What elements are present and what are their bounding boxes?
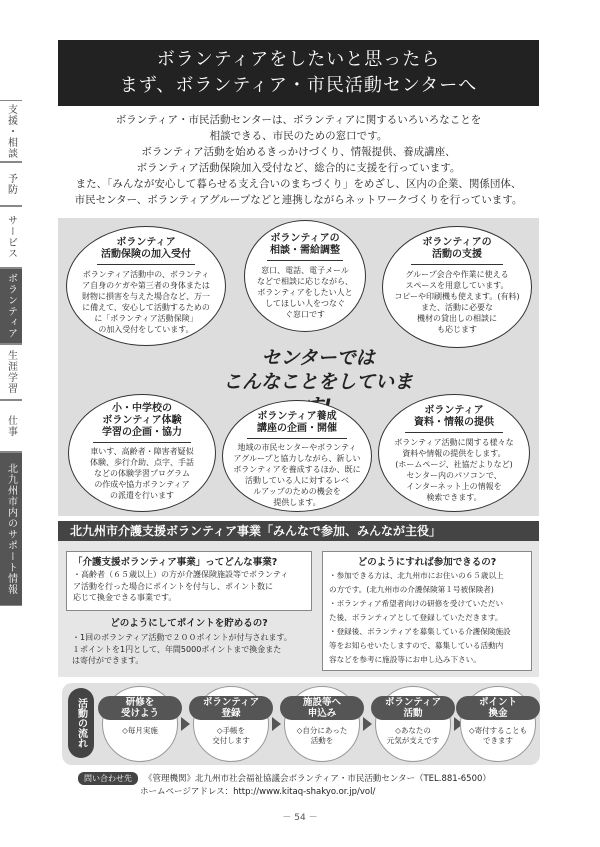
divider bbox=[405, 432, 503, 433]
contact-tag: 問い合わせ先 bbox=[78, 772, 138, 785]
side-tab-lifelong-learning[interactable]: 生涯学習 bbox=[0, 344, 22, 400]
arrow-right-icon bbox=[363, 717, 372, 731]
center-activities-panel bbox=[58, 218, 539, 516]
contact-website[interactable]: ホームページアドレス：http://www.kitaq-shakyo.or.jp/vol/ bbox=[140, 787, 376, 797]
flow-step-label: ボランティア 登録 bbox=[189, 696, 273, 720]
bubble-title: 活動保険の加入受付 bbox=[101, 249, 191, 260]
flow-step-desc: ◇手帳を 交付します bbox=[212, 726, 250, 745]
program-points-question: どのようにしてポイントを貯めるの? bbox=[110, 618, 268, 629]
flow-label: 活動の流れ bbox=[68, 688, 94, 758]
flow-step-training bbox=[102, 686, 178, 762]
bubble-training bbox=[222, 400, 372, 512]
bubble-title: 活動の支援 bbox=[432, 249, 482, 260]
bubble-text: グループ会合や作業に使える スペースを用意しています。 コピーや印刷機も使えます。(有料) また、活動に必要な 機材の貸出しの相談に も応じます bbox=[394, 270, 520, 334]
program-join-answer: ・参加できる方は、北九州市にお住いの６５歳以上 の方です。(北九州市の介護保険第１号被保険者) ・ボランティア希望者向けの研修を受けていただい た後、ボランティアとして登録していただきます。 ・登録後、ボランティアを募集している介護保険施設 等をお知らせいたしますので、募集している活動内 容などを参考に施設等にお申し込み下さい。 bbox=[329, 571, 511, 664]
program-points-answer: ・1回のボランティア活動で２００ポイントが付与されます。 １ポイントを1円として、年間5000ポイントまで換金また は寄付ができます。 bbox=[72, 633, 292, 665]
divider bbox=[247, 438, 347, 439]
center-heading: センターでは こんなことをしていま bbox=[222, 347, 413, 393]
intro-line: 市民センター、ボランティアグループなどと連携しながらネットワークづくりを行っています。 bbox=[74, 194, 523, 206]
flow-step-desc: ◇毎月実施 bbox=[122, 726, 158, 735]
divider bbox=[267, 260, 343, 261]
flow-step-label: 研修を 受けよう bbox=[98, 696, 182, 720]
bubble-title: ボランティア bbox=[116, 237, 176, 248]
bubble-title: 小・中学校の bbox=[112, 403, 172, 414]
arrow-right-icon bbox=[181, 717, 190, 731]
flow-step-label: 施設等へ 申込み bbox=[280, 696, 364, 720]
bubble-title: 講座の企画・開催 bbox=[257, 423, 337, 434]
activity-flow bbox=[62, 683, 540, 765]
side-tab-service[interactable]: サービス bbox=[0, 206, 22, 268]
contact-organization: 《管理機関》北九州市社会福祉協議会ボランティア・市民活動センター（TEL.881-6500） bbox=[144, 774, 491, 784]
bubble-activity-support bbox=[382, 226, 532, 348]
bubble-title: ボランティアの bbox=[270, 233, 340, 244]
program-title: 北九州市介護支援ボランティア事業「みんなで参加、みんなが主役」 bbox=[58, 521, 539, 541]
flow-step-desc: ◇あなたの 元気が支えです bbox=[386, 726, 440, 745]
program-what-question: 「介護支援ボランティア事業」ってどんな事業? bbox=[73, 557, 278, 568]
bubble-title: ボランティア体験 bbox=[102, 415, 182, 426]
divider bbox=[411, 264, 503, 265]
flow-step-desc: ◇寄付することも できます bbox=[468, 726, 528, 745]
header-line-1: ボランティアをしたいと思ったら bbox=[156, 49, 441, 70]
side-index bbox=[0, 100, 22, 606]
intro-line: ボランティア活動保険加入受付など、総合的に支援を行っています。 bbox=[136, 162, 461, 174]
intro-line: 相談できる、市民のための窓口です。 bbox=[209, 130, 388, 142]
divider bbox=[93, 442, 191, 443]
flow-step-label: ポイント 換金 bbox=[456, 696, 540, 720]
bubble-insurance bbox=[66, 226, 226, 346]
flow-step-activity bbox=[375, 686, 451, 762]
intro-text bbox=[58, 112, 539, 208]
side-tab-work[interactable]: 仕事 bbox=[0, 400, 22, 452]
bubble-consult bbox=[244, 220, 366, 332]
bubble-school bbox=[68, 394, 216, 512]
intro-line: また、「みんなが安心して暮らせる支え合いのまちづくり」をめざし、区内の企業、関係団体、 bbox=[75, 178, 522, 190]
flow-step-desc: ◇自分にあった 活動を bbox=[296, 726, 348, 745]
bubble-title: ボランティアの bbox=[422, 237, 492, 248]
side-tab-support[interactable]: 支援・相談 bbox=[0, 100, 22, 162]
bubble-text: 地域の市民センターやボランティ アグループと協力しながら、新しい ボランティアを養成するほか、既に 活動している人に対するレベ ルアップのための機会を 提供します。 bbox=[233, 443, 361, 507]
divider bbox=[97, 264, 195, 265]
bubble-title: 学習の企画・協力 bbox=[102, 427, 182, 438]
contact-info bbox=[78, 772, 548, 799]
flow-step-exchange bbox=[460, 686, 536, 762]
program-join-box bbox=[322, 551, 532, 671]
header-line-2: まず、ボランティア・市民活動センターへ bbox=[119, 75, 478, 96]
bubble-title: 相談・需給調整 bbox=[270, 245, 340, 256]
side-tab-volunteer[interactable]: ボランティア bbox=[0, 268, 22, 344]
arrow-right-icon bbox=[272, 717, 281, 731]
flow-step-apply bbox=[284, 686, 360, 762]
intro-line: ボランティア活動を始めるきっかけづくり、情報提供、養成講座、 bbox=[141, 146, 456, 158]
program-section bbox=[58, 541, 539, 677]
page-number: － 54 － bbox=[282, 813, 318, 823]
side-tab-city-support[interactable]: 北九州市内のサポート情報 bbox=[0, 452, 22, 606]
bubble-title: ボランティア養成 bbox=[257, 411, 337, 422]
side-tab-prevention[interactable]: 予防 bbox=[0, 162, 22, 206]
flow-step-register bbox=[193, 686, 269, 762]
intro-line: ボランティア・市民活動センターは、ボランティアに関するいろいろなことを bbox=[115, 114, 482, 126]
bubble-text: 車いす、高齢者・障害者疑似 体験、歩行介助、点字、手話 などの体験学習プログラム の作成や協力ボランティア の派遣を行います bbox=[90, 447, 194, 500]
program-what-box bbox=[66, 551, 312, 611]
program-join-question: どのようにすれば参加できるの? bbox=[357, 557, 497, 568]
flow-step-label: ボランティア 活動 bbox=[371, 696, 455, 720]
bubble-title: ボランティア bbox=[424, 405, 484, 416]
bubble-text: ボランティア活動に関する様々な 資料や情報の提供をします。 (ホームページ、社協だよりなど) センター内のパソコンで、 インターネット上の情報を 検索できます。 bbox=[394, 438, 514, 502]
bubble-text: 窓口、電話、電子メール などで相談に応じながら、 ボランティアをしたい人と してほしい人をつなぐ ぐ窓口です bbox=[257, 266, 353, 319]
bubble-title: 資料・情報の提供 bbox=[414, 417, 494, 428]
page-header bbox=[58, 40, 539, 106]
program-what-answer: ・高齢者（６５歳以上）の方が介護保険施設等でボランティ ア活動を行った場合にポイントを付与し、ポイント数に 応じて換金できる事業です。 bbox=[73, 570, 289, 602]
bubble-text: ボランティア活動中の、ボランティ ア自身のケガや第三者の身体または 財物に損害を与えた場合など、万一 に備えて、安心して活動するための に「ボランティア活動保険」 の加入受付をしています。 bbox=[82, 270, 210, 334]
bubble-information bbox=[378, 394, 530, 512]
